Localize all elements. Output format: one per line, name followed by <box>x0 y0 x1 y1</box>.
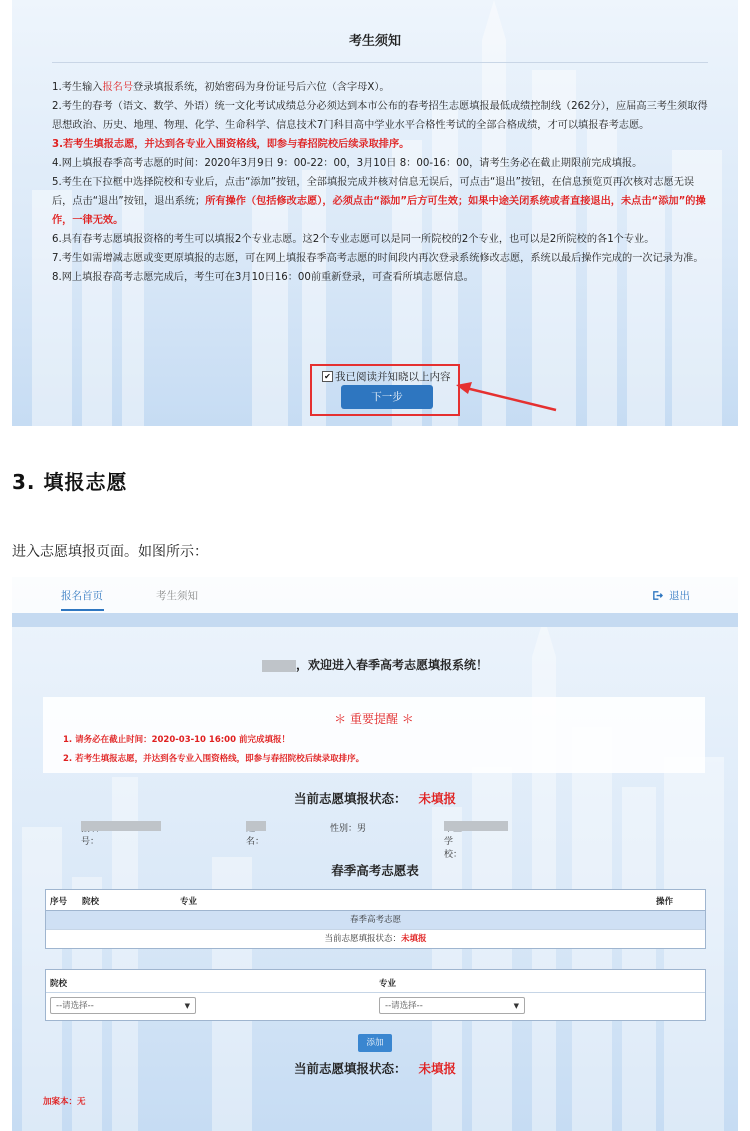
logout-button[interactable] <box>652 588 690 603</box>
filling-status-bottom-value: 未填报 <box>418 1061 457 1076</box>
important-reminder-panel <box>43 697 705 773</box>
next-step-button[interactable]: 下一步 <box>341 385 433 409</box>
notice-item-5: 5.考生在下拉框中选择院校和专业后，点击“添加”按钮，全部填报完成并核对信息无误后，可点击“退出”按钮，在信息预览页再次核对志愿无误后，点击“退出”按钮，退出系统；所有操作（包括修改志愿），必须点击“添加”后方可生效；如果中途关闭系统或者直接退出，未点击“添加”的操作，一律无效。 <box>52 177 706 226</box>
major-label: 专业 <box>379 979 397 989</box>
table-header <box>46 890 705 910</box>
notice-item-5-warning: 所有操作（包括修改志愿），必须点击“添加”后方可生效；如果中途关闭系统或者直接退出，未点击“添加”的操作，一律无效。 <box>52 196 706 226</box>
reminder-item-2: 2. 若考生填报志愿，并达到各专业入围资格线，即参与春招院校后续录取排序。 <box>63 754 365 764</box>
welcome-message: ，欢迎进入春季高考志愿填报系统！ <box>12 656 738 673</box>
notice-item-2: 2.考生的春考（语文、数学、外语）统一文化考试成绩总分必须达到本市公布的春考招生志愿填报最低成绩控制线（262分），应届高三考生须取得思想政治、历史、地理、物理、化学、生命科学、信息技术7门科目高中学业水平合格性考试的全部合格成绩，才可以填报春考志愿。 <box>52 101 708 131</box>
top-navigation-bar <box>12 577 738 614</box>
add-button[interactable]: 添加 <box>358 1034 392 1052</box>
notice-item-1: 1.考生输入报名号登录填报系统，初始密码为身份证号后六位（含字母X）。 <box>52 82 390 93</box>
notice-screenshot <box>12 0 738 426</box>
application-table <box>45 889 706 949</box>
table-status-row: 当前志愿填报状态：未填报 <box>46 929 705 948</box>
notice-body <box>52 78 714 287</box>
school-select[interactable]: --请选择-- ▼ <box>50 997 196 1014</box>
candidate-gender: 性别：男 <box>330 824 367 834</box>
dropdown-arrow-icon: ▼ <box>513 1002 519 1010</box>
filling-status-value: 未填报 <box>418 791 457 806</box>
column-header-no: 序号 <box>50 897 68 907</box>
red-arrow-icon <box>452 380 562 416</box>
major-select[interactable]: --请选择-- ▼ <box>379 997 525 1014</box>
registration-number-highlight: 报名号 <box>102 82 134 93</box>
notice-item-6: 6.具有春考志愿填报资格的考生可以填报2个专业志愿。这2个专业志愿可以是同一所院校的2个专业，也可以是2所院校的各1个专业。 <box>52 234 655 245</box>
section-heading: 3. 填报志愿 <box>12 470 128 494</box>
header-strip <box>12 613 738 627</box>
logout-label: 退出 <box>669 590 690 602</box>
notice-item-3: 3.若考生填报志愿，并达到各专业入围资格线，即参与春招院校后续录取排序。 <box>52 139 410 150</box>
tab-home[interactable]: 报名首页 <box>61 590 103 602</box>
checkbox-checked-icon[interactable]: ✔ <box>322 371 333 382</box>
reminder-title: ＊ 重要提醒 ＊ <box>334 712 414 726</box>
redacted-name <box>262 660 296 672</box>
application-screenshot: 报名首页 考生须知 退出 ，欢迎进入春季高考志愿填报系统！ ＊ 重要提醒 ＊ 1. 请务必在截止时间：2020-03-10 16:00 前完成填报！ 2. 若考生填报志愿，并达到各专业入围资格线，即参与春招院校后续录取排序。 当前志愿填报状态： 未填报 号： 名： 性别：男 学校： 春季高考志愿表 序号 院校 专业 操作 春季高考志愿 当前志愿填报状态：未填报 院校 专业 --请选择-- ▼ --请选择-- ▼ 添加 当前志愿填报状态： 未填报 加案本：无 <box>12 577 738 1131</box>
title-divider <box>52 62 708 63</box>
agree-label: 我已阅读并知晓以上内容 <box>335 371 451 383</box>
section-intro: 进入志愿填报页面。如图所示： <box>12 544 208 560</box>
table-group-row: 春季高考志愿 <box>46 910 705 929</box>
column-header-major: 专业 <box>180 897 198 907</box>
bonus-points: 加案本：无 <box>43 1097 86 1107</box>
dropdown-arrow-icon: ▼ <box>184 1002 190 1010</box>
column-header-action: 操作 <box>656 897 674 907</box>
agree-checkbox[interactable] <box>322 369 451 384</box>
filling-status-bottom: 当前志愿填报状态： 未填报 <box>293 1061 457 1076</box>
tab-notice[interactable]: 考生须知 <box>156 590 198 602</box>
add-choice-form <box>45 969 706 1021</box>
logout-icon <box>652 590 663 601</box>
active-tab-indicator <box>61 609 104 611</box>
application-table-title: 春季高考志愿表 <box>331 863 419 878</box>
notice-title: 考生须知 <box>348 34 401 49</box>
notice-item-7: 7.考生如需增减志愿或变更原填报的志愿，可在网上填报春季高考志愿的时间段内再次登录系统修改志愿，系统以最后操作完成的一次记录为准。 <box>52 253 704 264</box>
reminder-item-1: 1. 请务必在截止时间：2020-03-10 16:00 前完成填报！ <box>63 735 290 745</box>
school-label: 院校 <box>50 979 68 989</box>
filling-status: 当前志愿填报状态： 未填报 <box>293 791 457 806</box>
notice-item-8: 8.网上填报春高考志愿完成后，考生可在3月10日16：00前重新登录，可查看所填志愿信息。 <box>52 272 474 283</box>
column-header-school: 院校 <box>82 897 100 907</box>
notice-item-4: 4.网上填报春季高考志愿的时间：2020年3月9日 9：00-22：00，3月10日 8：00-16：00，请考生务必在截止期限前完成填报。 <box>52 158 643 169</box>
